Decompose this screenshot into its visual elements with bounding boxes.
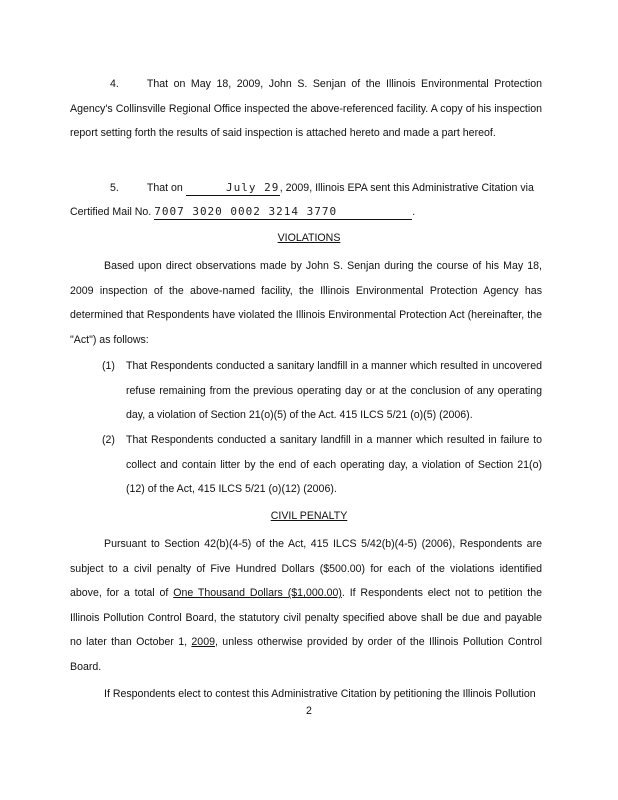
civil-penalty-text-2: . If Respondents elect not to petition the Illinois Pollution Control Board, the statutory civil penalty specified above shall be due and payable no later than October 1,: [70, 587, 542, 649]
page-number: 2: [306, 705, 312, 717]
handwritten-mail-number: 7007 3020 0002 3214 3770: [154, 205, 412, 220]
paragraph-4-number: 4.: [110, 78, 119, 90]
violation-item-1: [104, 354, 542, 428]
violation-item-1-text: That Respondents conducted a sanitary landfill in a manner which resulted in uncovered refuse remaining from the previous operating day or at the conclusion of any operating day, a violation of Section 21(o)(5) of the Act. 415 ILCS 5/21 (o)(5) (2006).: [126, 360, 542, 422]
violation-item-2: [104, 428, 542, 502]
paragraph-4: [70, 72, 542, 146]
contest-paragraph: If Respondents elect to contest this Administrative Citation by petitioning the Illinois Pollution: [104, 688, 536, 700]
civil-penalty-total: One Thousand Dollars ($1,000.00): [173, 587, 342, 600]
violations-heading: VIOLATIONS: [277, 232, 341, 244]
violation-item-2-number: (2): [102, 434, 115, 446]
violation-item-2-text: That Respondents conducted a sanitary landfill in a manner which resulted in failure to collect and contain litter by the end of each operating day, a violation of Section 21(o)(12) of the Act, 415 ILCS 5/21 (o)(12) (2006).: [126, 434, 542, 496]
handwritten-date: July 29: [186, 181, 280, 196]
paragraph-5-number: 5.: [110, 182, 119, 194]
paragraph-5: [70, 176, 542, 201]
civil-penalty-heading: CIVIL PENALTY: [270, 510, 348, 522]
paragraph-5-line-2: [70, 200, 542, 225]
paragraph-5-period: .: [412, 206, 416, 218]
certified-mail-label: Certified Mail No.: [70, 206, 152, 218]
paragraph-5-lead: That on: [146, 182, 183, 194]
civil-penalty-text-1: Pursuant to Section 42(b)(4-5) of the Act, 415 ILCS 5/42(b)(4-5) (2006), Respondents are subject to a civil penalty of Five Hundred Dollars ($500.00) for each of the violations identified above, for a total of: [70, 538, 542, 600]
civil-penalty-due-year: 2009: [191, 636, 215, 649]
violations-intro: Based upon direct observations made by John S. Senjan during the course of his May 18, 2009 inspection of the above-named facility, the Illinois Environmental Protection Agency has determined that Respondents have violated the Illinois Environmental Protection Act (hereinafter, the "Act") as follows:: [70, 260, 542, 346]
paragraph-5-after-date: , 2009, Illinois EPA sent this Administrative Citation via: [279, 182, 534, 194]
violation-item-1-number: (1): [102, 360, 115, 372]
civil-penalty-paragraph: [70, 532, 542, 680]
civil-penalty-text-3: , unless otherwise provided by order of the Illinois Pollution Control Board.: [70, 636, 542, 673]
paragraph-4-text: That on May 18, 2009, John S. Senjan of the Illinois Environmental Protection Agency's Collinsville Regional Office inspected the above-referenced facility. A copy of his inspection report setting forth the results of said inspection is attached hereto and made a part hereof.: [70, 78, 542, 140]
